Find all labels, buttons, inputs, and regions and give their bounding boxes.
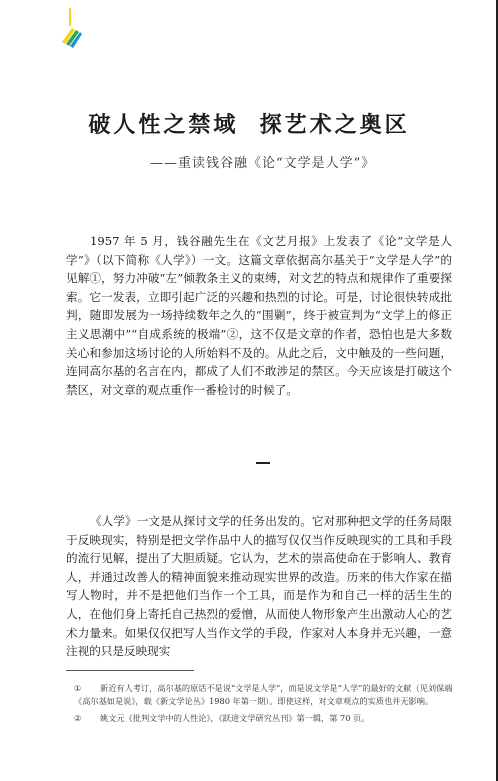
footnote [74,682,454,708]
article-title: 破人性之禁域 探艺术之奥区 [88,112,410,138]
body-paragraph: 《人学》一文是从探讨文学的任务出发的。它对那种把文学的任务局限于反映现实，特别是把文学作品中人的描写仅仅当作反映现实的工具和手段的流行见解，提出了大胆质疑。它认为，艺术的崇高使命在于影响人、教育人，并通过改善人的精神面貌来推动现实世界的改造。历来的伟大作家在描写人物时，并不是把他们当作一个工具，而是作为和自己一样的活生生的人，在他们身上寄托自己热烈的爱憎，从而使人物形象产生出激动人心的艺术力量来。如果仅仅把写人当作文学的手段，作家对人本身并无兴趣，一意注视的只是反映现实 [66,514,452,659]
article-subtitle: ——重读钱谷融《论“文学是人学”》 [150,156,376,171]
footnote-text: 姚文元《批判文学中的人性论》，《跃进文学研究丛刊》第一辑，第 70 页。 [100,713,370,723]
section-divider [256,462,270,464]
publisher-logo-icon [58,8,82,48]
footnote-text: 新近有人考订，高尔基的原话不是说“文学是人学”，而是说文学是“人学”的最好的文献（见刘保端《高尔基如是说》，载《新文学论丛》1980 年第一期）。即使这样，对文章观点的实质也并无影响。 [74,683,453,706]
footnote-marker: ① [74,683,82,693]
footnote-rule [66,670,194,671]
footnote [74,712,454,725]
body-paragraph: 1957 年 5 月，钱谷融先生在《文艺月报》上发表了《论“文学是人学”》（以下简称《人学》）一文。这篇文章依据高尔基关于“文学是人学”的见解①，努力冲破“左”倾教条主义的束缚，对文艺的特点和规律作了重要探索。它一发表，立即引起广泛的兴趣和热烈的讨论。可是，讨论很快转成批判，随即发展为一场持续数年之久的“围剿”，终于被宣判为“文学上的修正主义思潮中”“自成系统的极端”②，这不仅是文章的作者，恐怕也是大多数关心和参加这场讨论的人所始料不及的。从此之后，文中触及的一些问题，连同高尔基的名言在内，都成了人们不敢涉足的禁区。今天应该是打破这个禁区，对文章的观点重作一番检讨的时候了。 [66,234,452,397]
footnote-marker: ② [74,713,82,723]
